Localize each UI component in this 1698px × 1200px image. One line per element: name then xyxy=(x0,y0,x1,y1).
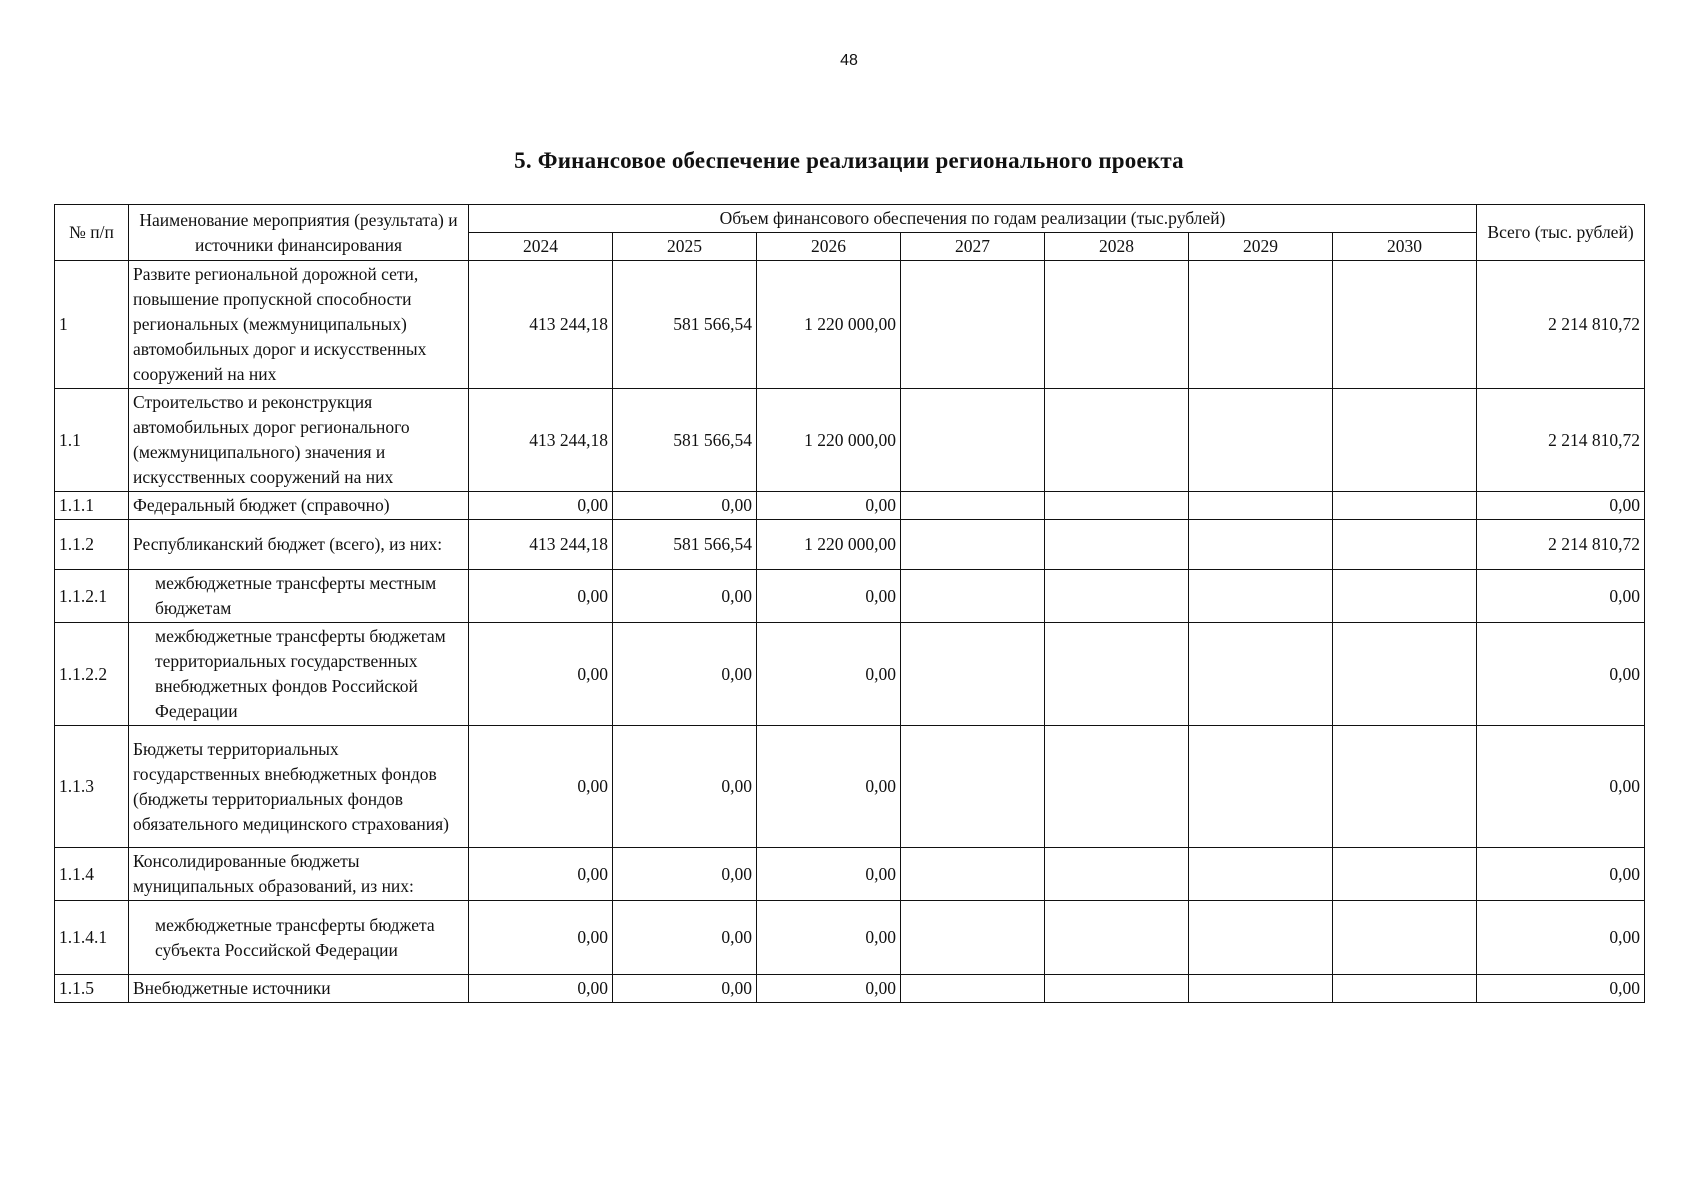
value-2030 xyxy=(1333,492,1477,520)
value-2029 xyxy=(1189,901,1333,975)
value-2024: 0,00 xyxy=(469,492,613,520)
value-2027 xyxy=(901,492,1045,520)
table-row xyxy=(55,261,1645,389)
header-year-2025: 2025 xyxy=(613,233,757,261)
value-2028 xyxy=(1045,848,1189,901)
value-2025: 0,00 xyxy=(613,848,757,901)
row-name: межбюджетные трансферты бюджетам территориальных государственных внебюджетных фондов Российской Федерации xyxy=(129,623,469,726)
value-2024: 0,00 xyxy=(469,848,613,901)
value-2024: 0,00 xyxy=(469,570,613,623)
value-2028 xyxy=(1045,975,1189,1003)
value-2030 xyxy=(1333,975,1477,1003)
row-total: 0,00 xyxy=(1477,492,1645,520)
value-2028 xyxy=(1045,570,1189,623)
value-2026: 1 220 000,00 xyxy=(757,520,901,570)
row-name: межбюджетные трансферты бюджета субъекта Российской Федерации xyxy=(129,901,469,975)
value-2024: 0,00 xyxy=(469,623,613,726)
value-2024: 0,00 xyxy=(469,901,613,975)
header-year-2030: 2030 xyxy=(1333,233,1477,261)
header-year-2028: 2028 xyxy=(1045,233,1189,261)
table-row xyxy=(55,492,1645,520)
value-2029 xyxy=(1189,261,1333,389)
row-total: 2 214 810,72 xyxy=(1477,520,1645,570)
value-2029 xyxy=(1189,726,1333,848)
value-2030 xyxy=(1333,520,1477,570)
row-name: Развите региональной дорожной сети, повышение пропускной способности региональных (межмуниципальных) автомобильных дорог и искусственных сооружений на них xyxy=(129,261,469,389)
row-number: 1.1.5 xyxy=(55,975,129,1003)
table-row xyxy=(55,975,1645,1003)
value-2028 xyxy=(1045,389,1189,492)
section-title: 5. Финансовое обеспечение реализации регионального проекта xyxy=(514,148,1184,173)
table-row xyxy=(55,623,1645,726)
value-2030 xyxy=(1333,848,1477,901)
row-number: 1.1 xyxy=(55,389,129,492)
header-name: Наименование мероприятия (результата) и источники финансирования xyxy=(129,205,469,261)
table-row xyxy=(55,848,1645,901)
table-row xyxy=(55,389,1645,492)
row-name: межбюджетные трансферты местным бюджетам xyxy=(129,570,469,623)
value-2027 xyxy=(901,726,1045,848)
value-2027 xyxy=(901,570,1045,623)
row-total: 0,00 xyxy=(1477,848,1645,901)
value-2029 xyxy=(1189,389,1333,492)
value-2030 xyxy=(1333,261,1477,389)
value-2026: 0,00 xyxy=(757,570,901,623)
row-number: 1 xyxy=(55,261,129,389)
value-2026: 0,00 xyxy=(757,623,901,726)
row-name: Бюджеты территориальных государственных внебюджетных фондов (бюджеты территориальных фондов обязательного медицинского страхования) xyxy=(129,726,469,848)
value-2029 xyxy=(1189,520,1333,570)
value-2024: 413 244,18 xyxy=(469,520,613,570)
value-2030 xyxy=(1333,726,1477,848)
value-2026: 0,00 xyxy=(757,726,901,848)
table-row xyxy=(55,726,1645,848)
row-total: 0,00 xyxy=(1477,570,1645,623)
header-year-2026: 2026 xyxy=(757,233,901,261)
value-2027 xyxy=(901,901,1045,975)
row-total: 0,00 xyxy=(1477,901,1645,975)
value-2027 xyxy=(901,848,1045,901)
table-row xyxy=(55,901,1645,975)
value-2025: 0,00 xyxy=(613,726,757,848)
header-year-2029: 2029 xyxy=(1189,233,1333,261)
header-total: Всего (тыс. рублей) xyxy=(1477,205,1645,261)
row-total: 0,00 xyxy=(1477,726,1645,848)
row-number: 1.1.2.1 xyxy=(55,570,129,623)
value-2025: 581 566,54 xyxy=(613,520,757,570)
row-number: 1.1.1 xyxy=(55,492,129,520)
value-2024: 0,00 xyxy=(469,975,613,1003)
value-2025: 0,00 xyxy=(613,492,757,520)
row-number: 1.1.2 xyxy=(55,520,129,570)
row-name: Внебюджетные источники xyxy=(129,975,469,1003)
row-number: 1.1.2.2 xyxy=(55,623,129,726)
table-row xyxy=(55,520,1645,570)
value-2026: 1 220 000,00 xyxy=(757,261,901,389)
table-body xyxy=(55,261,1645,1003)
value-2026: 1 220 000,00 xyxy=(757,389,901,492)
header-year-2024: 2024 xyxy=(469,233,613,261)
value-2026: 0,00 xyxy=(757,975,901,1003)
value-2026: 0,00 xyxy=(757,848,901,901)
value-2029 xyxy=(1189,570,1333,623)
row-name: Консолидированные бюджеты муниципальных образований, из них: xyxy=(129,848,469,901)
row-name: Федеральный бюджет (справочно) xyxy=(129,492,469,520)
row-total: 2 214 810,72 xyxy=(1477,261,1645,389)
header-volume: Объем финансового обеспечения по годам реализации (тыс.рублей) xyxy=(469,205,1477,233)
value-2027 xyxy=(901,261,1045,389)
value-2030 xyxy=(1333,570,1477,623)
value-2030 xyxy=(1333,901,1477,975)
value-2029 xyxy=(1189,975,1333,1003)
value-2024: 413 244,18 xyxy=(469,261,613,389)
value-2027 xyxy=(901,389,1045,492)
value-2030 xyxy=(1333,623,1477,726)
row-number: 1.1.3 xyxy=(55,726,129,848)
value-2025: 581 566,54 xyxy=(613,261,757,389)
row-total: 0,00 xyxy=(1477,623,1645,726)
value-2025: 581 566,54 xyxy=(613,389,757,492)
value-2029 xyxy=(1189,848,1333,901)
row-total: 2 214 810,72 xyxy=(1477,389,1645,492)
value-2024: 0,00 xyxy=(469,726,613,848)
value-2026: 0,00 xyxy=(757,492,901,520)
header-year-2027: 2027 xyxy=(901,233,1045,261)
value-2030 xyxy=(1333,389,1477,492)
row-name: Строительство и реконструкция автомобильных дорог регионального (межмуниципального) значения и искусственных сооружений на них xyxy=(129,389,469,492)
value-2027 xyxy=(901,623,1045,726)
row-number: 1.1.4.1 xyxy=(55,901,129,975)
value-2028 xyxy=(1045,520,1189,570)
value-2029 xyxy=(1189,623,1333,726)
row-total: 0,00 xyxy=(1477,975,1645,1003)
value-2028 xyxy=(1045,492,1189,520)
value-2027 xyxy=(901,520,1045,570)
value-2025: 0,00 xyxy=(613,975,757,1003)
value-2024: 413 244,18 xyxy=(469,389,613,492)
financing-table xyxy=(54,204,1645,1003)
value-2028 xyxy=(1045,261,1189,389)
header-row-1 xyxy=(55,205,1645,233)
value-2026: 0,00 xyxy=(757,901,901,975)
row-number: 1.1.4 xyxy=(55,848,129,901)
value-2028 xyxy=(1045,623,1189,726)
value-2029 xyxy=(1189,492,1333,520)
page-number: 48 xyxy=(840,52,858,69)
value-2025: 0,00 xyxy=(613,901,757,975)
value-2028 xyxy=(1045,901,1189,975)
row-name: Республиканский бюджет (всего), из них: xyxy=(129,520,469,570)
value-2027 xyxy=(901,975,1045,1003)
value-2025: 0,00 xyxy=(613,623,757,726)
value-2028 xyxy=(1045,726,1189,848)
header-num: № п/п xyxy=(55,205,129,261)
value-2025: 0,00 xyxy=(613,570,757,623)
table-row xyxy=(55,570,1645,623)
